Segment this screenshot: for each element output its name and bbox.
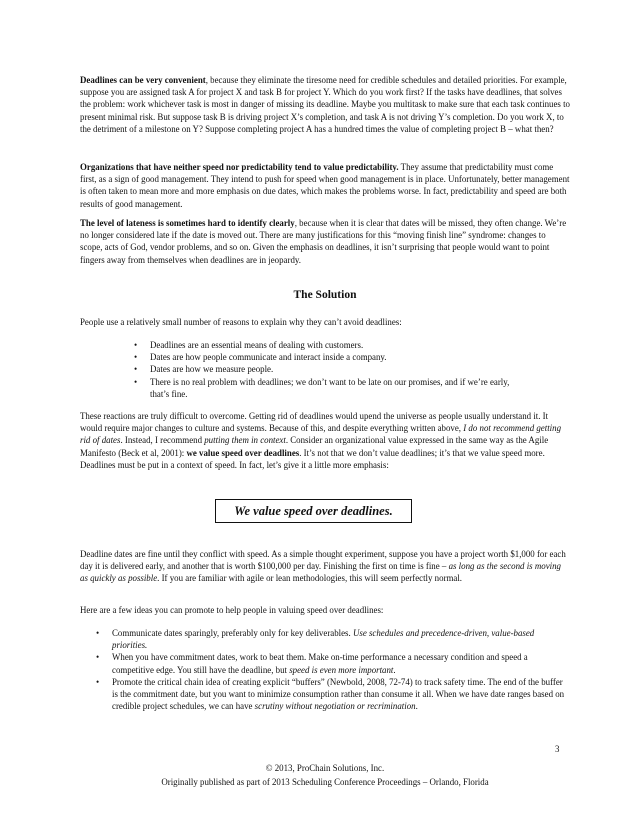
paragraph-body: , because they eliminate the tiresome need for credible schedules and detailed priorities. For example, suppose you are assigned task A for project X and task B for project Y. Which do you work first? If the tasks have deadlines, that solves the problem: work whichever task is most in danger of missing its deadline. Maybe you multitask to make sure that each task continues to present minimal risk. But suppose task B is driving project X’s completion, and task A is not driving Y’s completion. Do you work X, to the detriment of a milestone on Y? Suppose completing project A has a hundred times the value of completing project B – what then? [80,75,570,134]
bullet-icon: • [134,376,138,387]
bullet-icon: • [96,652,100,663]
emphasis: Use schedules and precedence-driven, value-based priorities. [112,628,535,651]
paragraph-lead: Deadlines can be very convenient [80,75,206,85]
list-item: • Deadlines are an essential means of dealing with customers. [134,340,364,350]
paragraph-reasons-intro: People use a relatively small number of reasons to explain why they can’t avoid deadlines: [80,317,402,327]
paragraph-lead: Organizations that have neither speed nor predictability tend to value predictability. [80,162,399,172]
bullet-icon: • [134,364,138,375]
section-heading: The Solution [293,289,357,301]
emphasis: as long as the second is moving as quickly as possible [80,561,561,584]
paragraph-predictability [80,161,570,210]
page-number: 3 [555,744,560,754]
paragraph-reactions: These reactions are truly difficult to overcome. Getting rid of deadlines would upend the universe as people usually understand it. It would require major changes to culture and systems. Because of this, and despite everything written above, I do not recommend getting rid of dates. Instead, I recommend putting them in context. Consider an organizational value expressed in the same way as the Agile Manifesto (Beck et al, 2001): we value speed over deadlines. It’s not that we don’t value deadlines; it’s that we value speed more. Deadlines must be put in a context of speed. In fact, let’s give it a little more emphasis: [80,411,562,470]
list-item: • Promote the critical chain idea of creating explicit “buffers” (Newbold, 2008, 72-74) to track safety time. The end of the buffer is the commitment date, but you want to minimize consumption rather than consume it all. When we have date ranges based on credible project schedules, we can have scrutiny without negotiation or recrimination. [96,676,565,712]
list-item: • Communicate dates sparingly, preferably only for key deliverables. Use schedules and precedence-driven, value-based priorities. [96,628,535,651]
emphasis: speed is even more important [289,664,394,675]
emphasis: I do not recommend getting rid of dates [80,423,562,446]
emphasis-bold: we value speed over deadlines [186,447,300,458]
list-item: • Dates are how people communicate and interact inside a company. [134,352,387,363]
footer-copyright: © 2013, ProChain Solutions, Inc. [265,763,385,773]
paragraph-deadlines-convenient [80,74,570,135]
list-item: • Dates are how we measure people. [134,364,274,375]
reasons-list [134,339,525,400]
list-item: • When you have commitment dates, work to beat them. Make on-time performance a necessary condition and speed a competitive edge. You still have the deadline, but speed is even more important. [96,652,528,675]
footer-publication: Originally published as part of 2013 Scheduling Conference Proceedings – Orlando, Florida [161,777,489,787]
emphasis: putting them in context [204,435,286,446]
paragraph-lateness [80,217,570,266]
bullet-icon: • [134,352,138,363]
paragraph-lead: The level of lateness is sometimes hard to identify clearly [80,218,295,228]
bullet-icon: • [96,628,100,638]
paragraph-thought-experiment: Deadline dates are fine until they conflict with speed. As a simple thought experiment, suppose you have a project worth $1,000 for each day it is delivered early, and another that is worth $100,000 per day. Finishing the first on time is fine – as long as the second is moving as quickly as possible. If you are familiar with agile or lean methodologies, this will seem perfectly normal. [80,549,566,584]
callout-box: We value speed over deadlines. [215,499,412,523]
paragraph-body: They assume that predictability must come first, as a sign of good management. They intend to push for speed when good management is in place. Unfortunately, better management is often taken to mean more and more emphasis on due dates, which makes the problems worse. In fact, predictability and speed are both results of good management. [80,162,570,209]
paragraph-body: , because when it is clear that dates will be missed, they often change. We’re no longer considered late if the date is moved out. There are many justifications for this “moving finish line” syndrome: changes to scope, acts of God, vendor problems, and so on. Given the emphasis on deadlines, it isn’t surprising that people would want to point fingers away from themselves when deadlines are in jeopardy. [80,218,567,265]
emphasis: scrutiny without negotiation or recrimination [254,701,416,712]
ideas-list [96,627,567,712]
bullet-icon: • [96,676,100,687]
bullet-icon: • [134,340,138,350]
paragraph-ideas-intro: Here are a few ideas you can promote to help people in valuing speed over deadlines: [80,605,384,615]
list-item: • There is no real problem with deadlines; we don’t want to be late on our promises, and if we’re early, that’s fine. [134,376,510,399]
